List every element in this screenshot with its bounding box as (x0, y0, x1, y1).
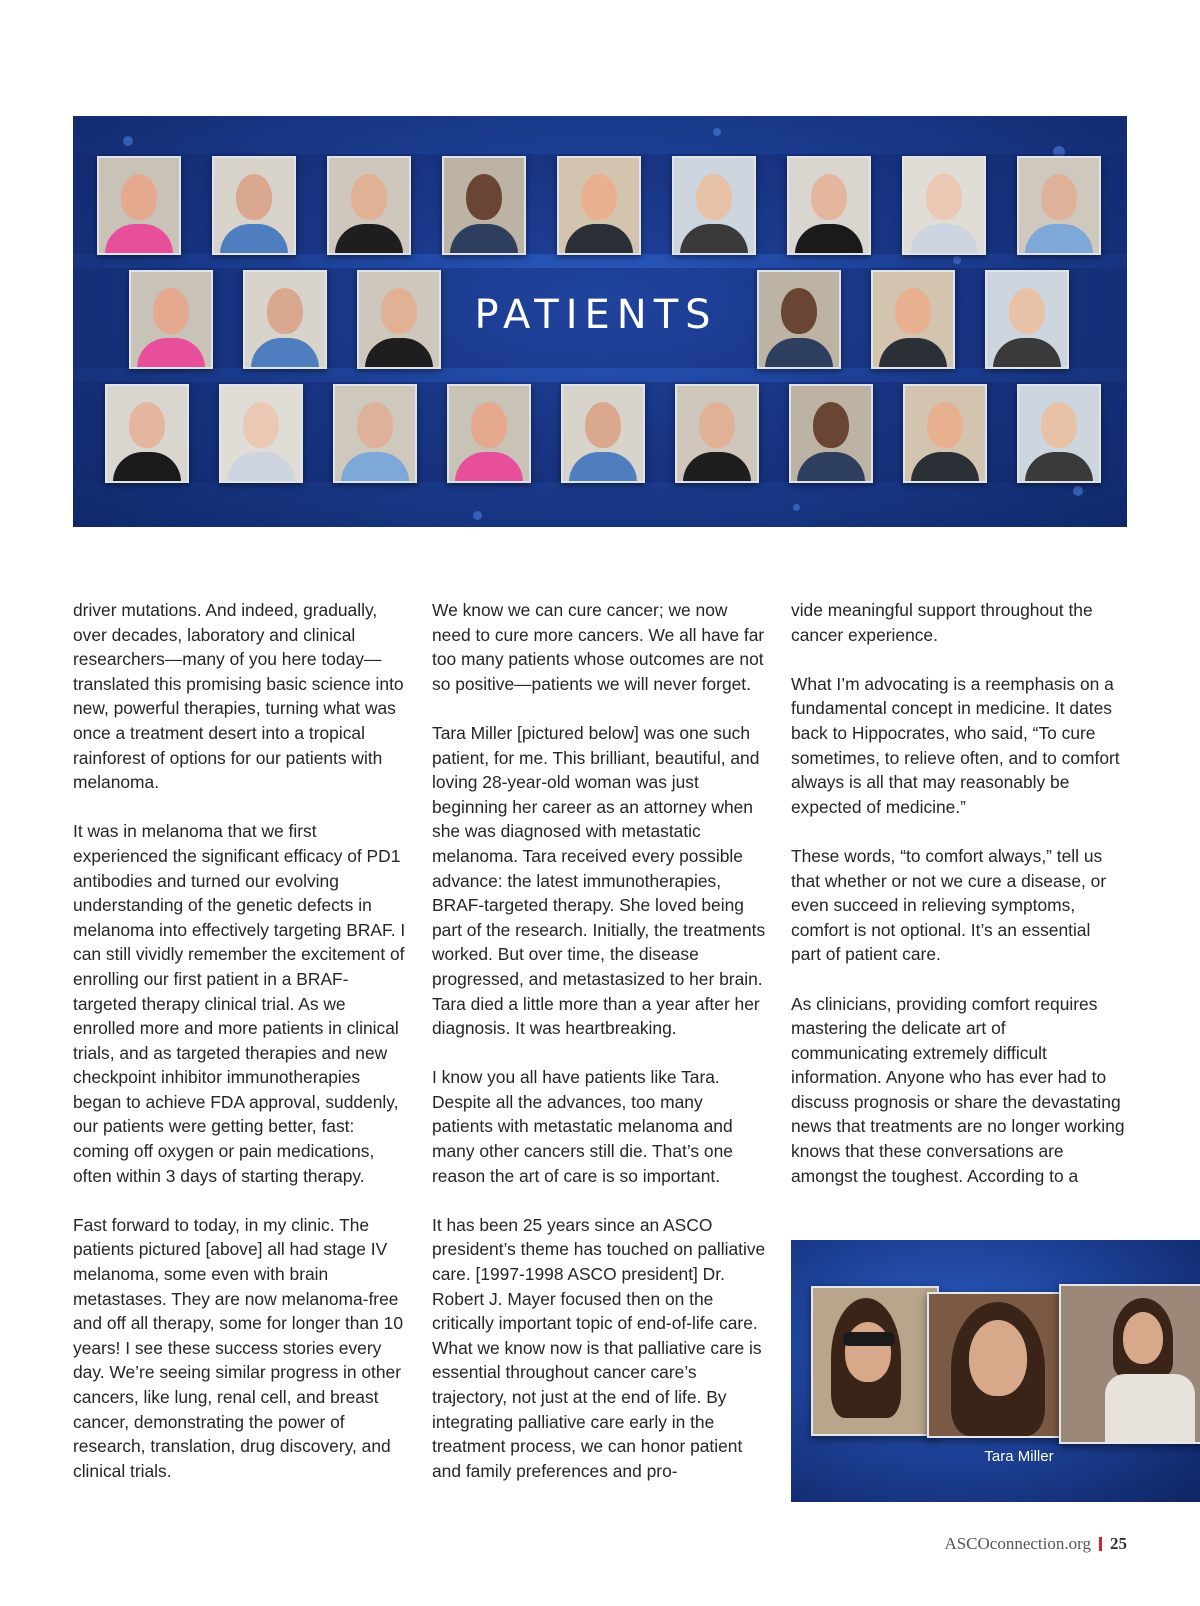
patients-banner (73, 116, 1127, 527)
patient-photo (243, 270, 327, 369)
paragraph: Tara Miller [pictured below] was one such patient, for me. This brilliant, beautiful, and loving 28-year-old woman was just beginning her career as an attorney when she was diagnosed with metastatic melanoma. Tara received every possible advance: the latest immunotherapies, BRAF-targeted therapy. She loved being part of the research. Initially, the treatments worked. But over time, the disease progressed, and metastasized to her brain. Tara died a little more than a year after her diagnosis. It was heartbreaking. (432, 722, 766, 1039)
patient-photo (219, 384, 303, 483)
page-number: 25 (1110, 1534, 1127, 1553)
patient-photo (357, 270, 441, 369)
patient-photo (985, 270, 1069, 369)
paragraph: As clinicians, providing comfort requires mastering the delicate art of communicating extremely difficult information. Anyone who has ever had to discuss prognosis or share the devastating news that treatments are no longer working knows that these conversations are amongst the toughest. According to a (791, 993, 1125, 1186)
patient-photo (129, 270, 213, 369)
paragraph: Fast forward to today, in my clinic. The patients pictured [above] all had stage IV melanoma, some even with brain metastases. They are now melanoma-free and off all therapy, some for longer than 10 years! I see these success stories every day. We’re seeing similar progress in other cancers, like lung, renal cell, and breast cancer, demonstrating the power of research, translation, drug discovery, and clinical trials. (73, 1214, 403, 1481)
footer-site: ASCOconnection.org (944, 1534, 1091, 1553)
footer-divider (1099, 1537, 1102, 1551)
paragraph: I know you all have patients like Tara. Despite all the advances, too many patients with metastatic melanoma and many other cancers still die. That’s one reason the art of care is so important. (432, 1067, 733, 1186)
patient-photo (447, 384, 531, 483)
decorative-dot (1073, 486, 1083, 496)
patient-photo (1017, 156, 1101, 255)
patient-photo (789, 384, 873, 483)
decorative-dot (713, 128, 721, 136)
tara-miller-photo-panel (791, 1240, 1200, 1502)
tara-photo-center (927, 1292, 1069, 1438)
paragraph: driver mutations. And indeed, gradually, over decades, laboratory and clinical researchers—many of you here today—translated this promising basic science into new, powerful therapies, turning what was once a treatment desert into a tropical rainforest of options for our patients with melanoma. (73, 600, 404, 793)
patient-photo (442, 156, 526, 255)
patient-photo (327, 156, 411, 255)
patient-photo (675, 384, 759, 483)
patient-photo (903, 384, 987, 483)
tara-photo-caption: Tara Miller (984, 1448, 1054, 1465)
patient-photo (787, 156, 871, 255)
patient-photo (561, 384, 645, 483)
paragraph: vide meaningful support throughout the cancer experience. (791, 600, 1093, 645)
paragraph: We know we can cure cancer; we now need to cure more cancers. We all have far too many patients whose outcomes are not so positive—patients we will never forget. (432, 600, 765, 694)
paragraph: These words, “to comfort always,” tell us that whether or not we cure a disease, or even succeed in relieving symptoms, comfort is not optional. It’s an essential part of patient care. (791, 845, 1107, 965)
patient-photo (212, 156, 296, 255)
patient-photo (672, 156, 756, 255)
paragraph: What I’m advocating is a reemphasis on a fundamental concept in medicine. It dates back to Hippocrates, who said, “To cure sometimes, to relieve often, and to comfort always is all that may reasonably be expected of medicine.” (791, 673, 1120, 817)
patient-photo (902, 156, 986, 255)
text-column-3 (791, 598, 1125, 1213)
decorative-dot (953, 256, 961, 264)
patient-photo (871, 270, 955, 369)
text-column-2 (432, 598, 766, 1508)
decorative-dot (123, 136, 133, 146)
page-footer (944, 1534, 1127, 1554)
banner-title: PATIENTS (474, 292, 718, 338)
patient-photo (97, 156, 181, 255)
paragraph: It has been 25 years since an ASCO president’s theme has touched on palliative care. [1997-1998 ASCO president] Dr. Robert J. Mayer focused then on the critically important topic of end-of-life care. What we know now is that palliative care is essential throughout cancer care’s trajectory, not just at the end of life. By integrating palliative care early in the treatment process, we can honor patient and family preferences and pro- (432, 1214, 766, 1481)
tara-photo-right (1059, 1284, 1200, 1444)
patient-photo (757, 270, 841, 369)
patient-photo (105, 384, 189, 483)
patient-photo (333, 384, 417, 483)
patient-photo (557, 156, 641, 255)
paragraph: It was in melanoma that we first experienced the significant efficacy of PD1 antibodies and turned our evolving understanding of the genetic defects in melanoma into effectively targeting BRAF. I can still vividly remember the excitement of enrolling our first patient in a BRAF-targeted therapy clinical trial. As we enrolled more and more patients in clinical trials, and as targeted therapies and new checkpoint inhibitor immunotherapies began to achieve FDA approval, suddenly, our patients were getting better, fast: coming off oxygen or pain medications, often within 3 days of starting therapy. (73, 821, 406, 1186)
tara-photo-left (811, 1286, 939, 1436)
decorative-dot (473, 511, 482, 520)
patient-photo (1017, 384, 1101, 483)
decorative-dot (793, 504, 800, 511)
text-column-1 (73, 598, 407, 1508)
